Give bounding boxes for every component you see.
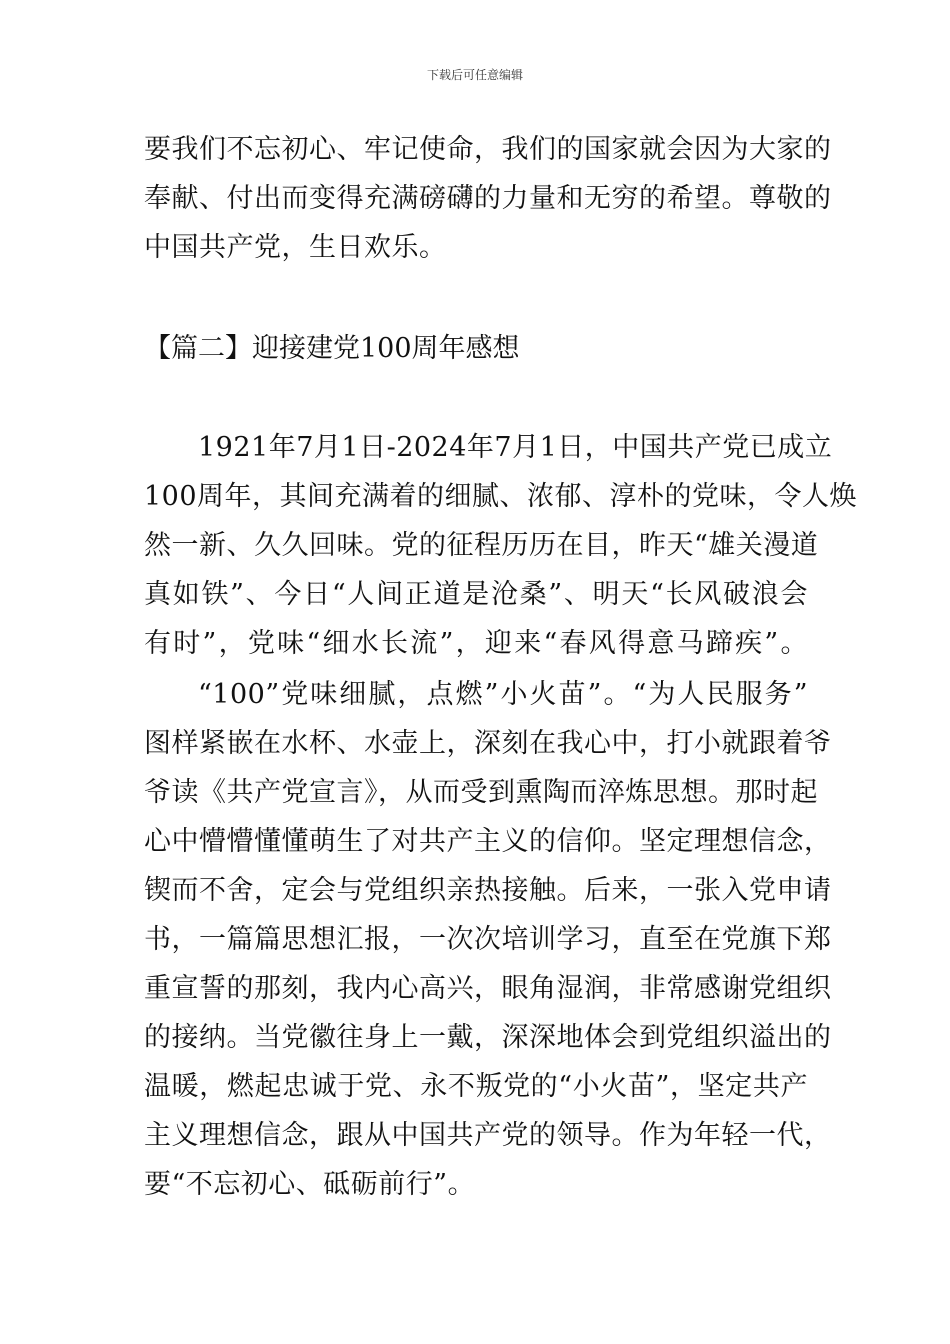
text-line: 100周年，其间充满着的细腻、浓郁、淳朴的党味，令人焕 — [144, 481, 858, 512]
text-line: 心中懵懵懂懂萌生了对共产主义的信仰。坚定理想信念， — [144, 826, 832, 857]
body-paragraph-2 — [144, 670, 832, 1209]
intro-paragraph — [144, 125, 832, 272]
body-paragraph-1 — [144, 423, 858, 668]
text-line: 然一新、久久回味。党的征程历历在目，昨天“雄关漫道 — [144, 530, 819, 561]
page-header-note: 下载后可任意编辑 — [426, 68, 523, 82]
text-line: 温暖，燃起忠诚于党、永不叛党的“小火苗”，坚定共产 — [144, 1071, 808, 1102]
text-line: 中国共产党，生日欢乐。 — [144, 232, 447, 263]
text-line: 书，一篇篇思想汇报，一次次培训学习，直至在党旗下郑 — [144, 924, 832, 955]
text-line: 真如铁”、今日“人间正道是沧桑”、明天“长风破浪会 — [144, 579, 808, 610]
text-line: 要“不忘初心、砥砺前行”。 — [144, 1169, 476, 1200]
section-heading: 【篇二】迎接建党100周年感想 — [144, 333, 520, 364]
text-line: 有时”，党味“细水长流”，迎来“春风得意马蹄疾”。 — [144, 628, 808, 659]
text-line: 1921年7月1日-2024年7月1日，中国共产党已成立 — [198, 432, 833, 463]
text-line: 的接纳。当党徽往身上一戴，深深地体会到党组织溢出的 — [144, 1022, 832, 1053]
text-line: 要我们不忘初心、牢记使命，我们的国家就会因为大家的 — [144, 134, 832, 165]
text-line: “100”党味细腻，点燃”小火苗”。“为人民服务” — [198, 679, 808, 710]
text-line: 奉献、付出而变得充满磅礴的力量和无穷的希望。尊敬的 — [144, 183, 832, 214]
text-line: 图样紧嵌在水杯、水壶上，深刻在我心中，打小就跟着爷 — [144, 728, 832, 759]
text-line: 重宣誓的那刻，我内心高兴，眼角湿润，非常感谢党组织 — [144, 973, 832, 1004]
text-line: 爷读《共产党宣言》，从而受到熏陶而淬炼思想。那时起 — [144, 777, 818, 808]
text-line: 锲而不舍，定会与党组织亲热接触。后来，一张入党申请 — [144, 875, 832, 906]
text-line: 主义理想信念，跟从中国共产党的领导。作为年轻一代， — [144, 1120, 832, 1151]
